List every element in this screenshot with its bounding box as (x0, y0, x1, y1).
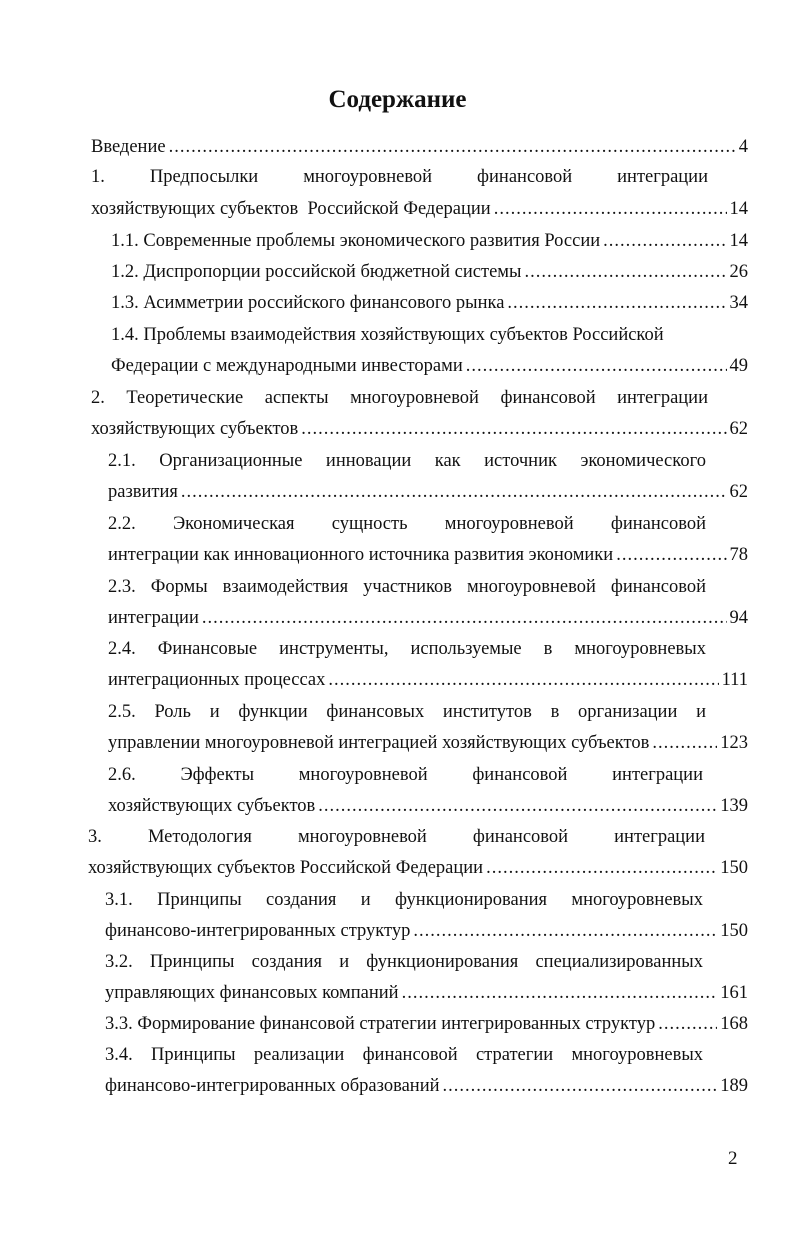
toc-word: многоуровневых (571, 1045, 703, 1065)
toc-entry-3-2-line2[interactable] (105, 978, 748, 1008)
toc-word: используемые (410, 639, 522, 659)
toc-entry-2-6-line1[interactable] (108, 760, 703, 790)
toc-entry-text: 1.3. Асимметрии российского финансового рынка (111, 293, 505, 313)
toc-word: финансовой (362, 1045, 458, 1065)
toc-word: многоуровневой (444, 514, 574, 534)
toc-word: Принципы (149, 952, 235, 972)
dot-leader (524, 257, 726, 287)
toc-entry-text: 1.1. Современные проблемы экономического развития России (111, 231, 601, 251)
page-title: Содержание (328, 86, 467, 113)
toc-word: Финансовые (157, 639, 258, 659)
toc-page-number: 62 (729, 419, 748, 439)
toc-word: реализации (253, 1045, 345, 1065)
toc-entry-2-line2[interactable] (91, 414, 748, 444)
toc-entry-2-3-line2[interactable] (108, 603, 748, 633)
toc-word: 2. (91, 388, 105, 408)
toc-entry-1-3[interactable] (111, 288, 748, 318)
toc-page-number: 111 (721, 670, 748, 690)
toc-entry-2-4-line2[interactable] (108, 665, 748, 695)
dot-leader (301, 414, 726, 444)
toc-entry-text: интеграционных процессах (108, 670, 326, 690)
toc-entry-3-line1[interactable] (88, 822, 705, 852)
toc-entry-text: управляющих финансовых компаний (105, 983, 399, 1003)
toc-page-number: 26 (729, 262, 748, 282)
toc-word: 1. (91, 167, 105, 187)
toc-word: аспекты (264, 388, 329, 408)
dot-leader (328, 665, 718, 695)
toc-word: многоуровневых (571, 890, 703, 910)
toc-word: многоуровневой (467, 577, 596, 597)
dot-leader (616, 540, 726, 570)
toc-entry-3-2-line1[interactable] (105, 947, 703, 977)
toc-entry-text: финансово-интегрированных образований (105, 1076, 440, 1096)
toc-word: инновации (325, 451, 412, 471)
toc-word: Организационные (159, 451, 303, 471)
toc-word: 2.2. (108, 514, 136, 534)
toc-entry-1-1[interactable] (111, 226, 748, 256)
toc-page-number: 34 (729, 293, 748, 313)
toc-entry-text: хозяйствующих субъектов Российской Федерации (91, 199, 491, 219)
toc-word: Принципы (157, 890, 242, 910)
toc-page-number: 62 (729, 482, 748, 502)
dot-leader (169, 132, 736, 162)
toc-entry-3-1-line2[interactable] (105, 916, 748, 946)
dot-leader (494, 194, 727, 224)
dot-leader (181, 477, 727, 507)
toc-page-number: 4 (738, 137, 748, 157)
dot-leader (466, 351, 727, 381)
toc-word: интеграции (617, 388, 708, 408)
toc-entry-2-2-line1[interactable] (108, 509, 706, 539)
toc-entry-2-1-line1[interactable] (108, 446, 706, 476)
toc-entry-2-1-line2[interactable] (108, 477, 748, 507)
toc-word: Роль (154, 702, 191, 722)
toc-entry-2-5-line1[interactable] (108, 697, 706, 727)
toc-word: в (543, 639, 553, 659)
toc-page-number: 78 (729, 545, 748, 565)
toc-word: Эффекты (180, 765, 255, 785)
toc-entry-text: 1.2. Диспропорции российской бюджетной системы (111, 262, 522, 282)
dot-leader (318, 791, 717, 821)
toc-entry-2-3-line1[interactable] (108, 572, 706, 602)
toc-page-number: 168 (720, 1014, 748, 1034)
toc-entry-text: финансово-интегрированных структур (105, 921, 411, 941)
dot-leader (603, 226, 726, 256)
toc-word: Предпосылки (149, 167, 259, 187)
toc-word: и (209, 702, 220, 722)
toc-word: финансовой (472, 827, 569, 847)
toc-entry-3-4-line2[interactable] (105, 1071, 748, 1101)
toc-word: Принципы (151, 1045, 236, 1065)
toc-page-number: 150 (720, 858, 748, 878)
toc-word: как (434, 451, 461, 471)
toc-word: 2.3. (108, 577, 136, 597)
toc-entry-2-2-line2[interactable] (108, 540, 748, 570)
toc-page-number: 161 (720, 983, 748, 1003)
toc-word: экономического (580, 451, 706, 471)
toc-entry-text: Введение (91, 137, 166, 157)
toc-entry-text: 3.3. Формирование финансовой стратегии интегрированных структур (105, 1014, 656, 1034)
toc-page-number: 14 (729, 231, 748, 251)
toc-word: финансовой (500, 388, 596, 408)
toc-word: многоуровневой (298, 765, 428, 785)
toc-word: и (360, 890, 371, 910)
toc-page-number: 189 (720, 1076, 748, 1096)
toc-entry-2-5-line2[interactable] (108, 728, 748, 758)
dot-leader (443, 1071, 718, 1101)
toc-word: многоуровневых (574, 639, 706, 659)
toc-word: сущность (331, 514, 408, 534)
toc-word: институтов (442, 702, 532, 722)
dot-leader (402, 978, 718, 1008)
toc-entry-text: 1.4. Проблемы взаимодействия хозяйствующих субъектов Российской (111, 325, 664, 345)
toc-word: функционирования (366, 952, 519, 972)
dot-leader (652, 728, 717, 758)
toc-word: инструменты, (279, 639, 389, 659)
toc-page-number: 139 (720, 796, 748, 816)
toc-entry-text: управлении многоуровневой интеграцией хозяйствующих субъектов (108, 733, 650, 753)
toc-word: в (550, 702, 560, 722)
toc-entry-text: хозяйствующих субъектов (108, 796, 316, 816)
toc-word: 2.6. (108, 765, 136, 785)
toc-entry-1-4-line2[interactable] (111, 351, 748, 381)
toc-entry-text: хозяйствующих субъектов Российской Федерации (88, 858, 484, 878)
dot-leader (507, 288, 726, 318)
toc-page-number: 94 (729, 608, 748, 628)
toc-page-number: 14 (729, 199, 748, 219)
dot-leader (202, 603, 727, 633)
toc-entry-1-line2[interactable] (91, 194, 748, 224)
toc-word: 3. (88, 827, 102, 847)
toc-word: Экономическая (172, 514, 295, 534)
toc-entry-1-line1[interactable] (91, 162, 708, 192)
toc-page-number: 49 (729, 356, 748, 376)
toc-word: финансовой (610, 514, 706, 534)
toc-entry-3-line2[interactable] (88, 853, 748, 883)
toc-page-number: 150 (720, 921, 748, 941)
toc-word: интеграции (617, 167, 708, 187)
toc-word: финансовой (610, 577, 706, 597)
toc-entry-3-1-line1[interactable] (105, 885, 703, 915)
toc-word: 2.4. (108, 639, 136, 659)
toc-word: специализированных (535, 952, 703, 972)
toc-entry-3-4-line1[interactable] (105, 1040, 703, 1070)
toc-word: Теоретические (126, 388, 244, 408)
toc-entry-text: интеграции (108, 608, 199, 628)
toc-word: функции (238, 702, 308, 722)
toc-entry-text: Федерации с международными инвесторами (111, 356, 463, 376)
toc-entry-1-2[interactable] (111, 257, 748, 287)
toc-word: финансовой (477, 167, 573, 187)
dot-leader (413, 916, 717, 946)
dot-leader (658, 1009, 717, 1039)
toc-entry-text: развития (108, 482, 178, 502)
toc-word: многоуровневой (297, 827, 427, 847)
toc-entry-2-4-line1[interactable] (108, 634, 706, 664)
toc-word: и (696, 702, 706, 722)
toc-word: участников (363, 577, 453, 597)
toc-word: 2.1. (108, 451, 136, 471)
toc-word: Методология (147, 827, 252, 847)
toc-word: интеграции (612, 765, 703, 785)
toc-word: и (339, 952, 350, 972)
toc-word: 2.5. (108, 702, 136, 722)
toc-page-number: 123 (720, 733, 748, 753)
toc-word: организации (578, 702, 678, 722)
toc-entry-intro[interactable] (91, 132, 748, 162)
toc-entry-3-3[interactable] (105, 1009, 748, 1039)
toc-word: источник (484, 451, 557, 471)
toc-word: создания (251, 952, 323, 972)
toc-entry-2-line1[interactable] (91, 383, 708, 413)
toc-word: многоуровневой (350, 388, 479, 408)
toc-word: Формы (150, 577, 208, 597)
toc-entry-text: хозяйствующих субъектов (91, 419, 299, 439)
toc-word: интеграции (614, 827, 705, 847)
toc-word: создания (266, 890, 337, 910)
page-number: 2 (728, 1148, 738, 1169)
toc-word: многоуровневой (303, 167, 433, 187)
toc-word: взаимодействия (222, 577, 349, 597)
dot-leader (486, 853, 717, 883)
toc-word: 3.1. (105, 890, 133, 910)
toc-entry-2-6-line2[interactable] (108, 791, 748, 821)
toc-word: 3.2. (105, 952, 133, 972)
toc-word: финансовой (472, 765, 568, 785)
toc-word: функционирования (395, 890, 548, 910)
toc-word: финансовых (326, 702, 425, 722)
toc-word: 3.4. (105, 1045, 133, 1065)
toc-word: стратегии (475, 1045, 554, 1065)
toc-entry-1-4-line1[interactable] (111, 320, 711, 350)
toc-entry-text: интеграции как инновационного источника развития экономики (108, 545, 614, 565)
